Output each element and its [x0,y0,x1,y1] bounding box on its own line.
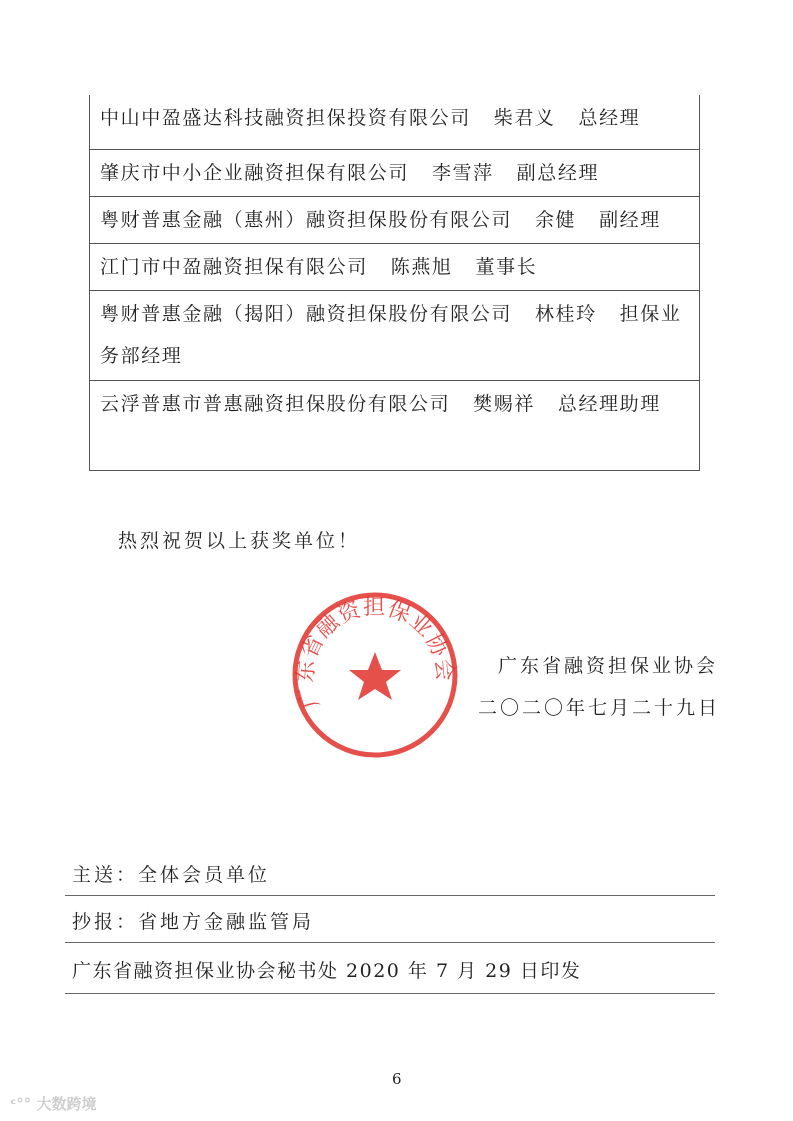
official-seal [290,590,460,760]
company: 江门市中盈融资担保有限公司 [100,256,368,278]
job-title: 副总经理 [516,162,600,184]
job-title: 担保业务部经理 [100,303,682,367]
divider [65,993,715,994]
company: 粤财普惠金融（惠州）融资担保股份有限公司 [100,209,513,231]
send-to: 主送：全体会员单位 [72,864,271,886]
watermark-logo-icon: ᶜ°° [10,1095,37,1113]
table-row [90,196,699,243]
company: 云浮普惠市普惠融资担保股份有限公司 [100,393,451,415]
table-row [90,149,699,196]
congratulations-text: 热烈祝贺以上获奖单位！ [118,530,361,552]
watermark [10,1093,96,1114]
job-title: 董事长 [475,256,538,278]
signature-org: 广东省融资担保业协会 [498,655,719,677]
issued-line: 广东省融资担保业协会秘书处 2020 年 7 月 29 日印发 [72,960,582,982]
table-row [90,95,699,149]
table-row [90,243,699,290]
page-number: 6 [392,1070,405,1088]
divider [65,895,715,896]
watermark-text: 大数跨境 [36,1095,97,1113]
divider [65,942,715,943]
person: 林桂玲 [534,303,597,325]
svg-text:广东省融资担保业协会: 广东省融资担保业协会 [293,595,457,711]
table-row [90,290,699,380]
job-title: 总经理 [578,107,641,129]
cc-to: 抄报：省地方金融监管局 [72,911,315,933]
job-title: 总经理助理 [557,393,661,415]
person: 樊赐祥 [473,393,535,415]
person: 李雪萍 [431,162,494,184]
job-title: 副经理 [599,209,661,231]
company: 中山中盈盛达科技融资担保投资有限公司 [100,107,471,129]
person: 柴君义 [493,107,556,129]
company: 粤财普惠金融（揭阳）融资担保股份有限公司 [100,303,513,325]
person: 陈燕旭 [390,256,453,278]
person: 余健 [534,209,577,231]
signature-date: 二〇二〇年七月二十九日 [478,697,721,719]
award-table [89,95,700,471]
table-row [90,380,699,470]
company: 肇庆市中小企业融资担保有限公司 [100,162,410,184]
star-icon [349,652,401,700]
